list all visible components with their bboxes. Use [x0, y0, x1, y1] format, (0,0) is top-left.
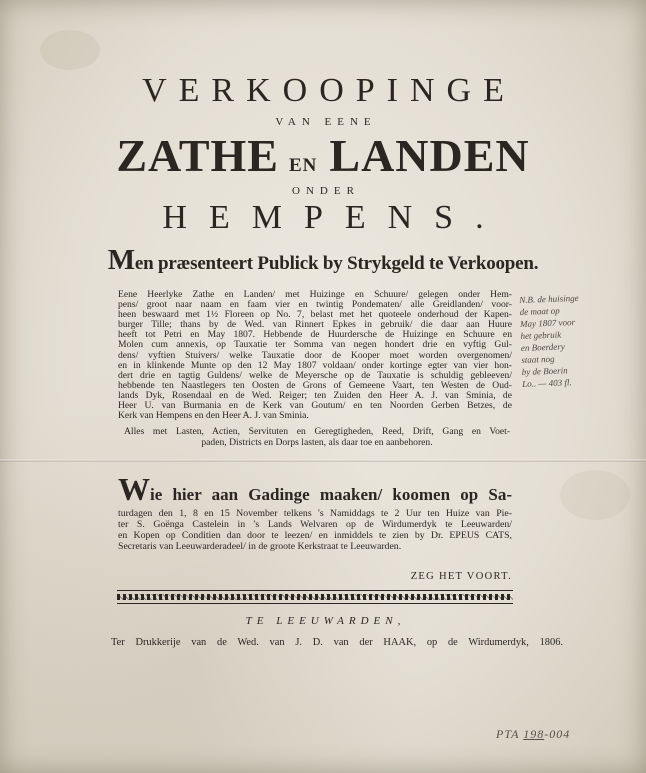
motto: ZEG HET VOORT.	[410, 571, 512, 582]
note-line: N.B. de huisinge	[519, 292, 579, 305]
ornament-band	[117, 594, 513, 600]
paper-stain	[40, 30, 100, 70]
subtitle-van-eene: VAN EENE	[275, 116, 377, 128]
body-line: Eene Heerlyke Zathe en Landen/ met Huizinge en Schuure/ gelegen onder Hem-	[118, 290, 512, 300]
announcement-text: en præsenteert Publick by Strykgeld te Verkoopen.	[134, 253, 539, 274]
property-description	[118, 290, 512, 421]
title-en: EN	[288, 155, 318, 176]
clause-line: paden, Districts en Dorps lasten, als daar toe en aanbehoren.	[201, 437, 433, 448]
note-line: en Boerdery	[520, 341, 565, 353]
auction-notice-heading	[118, 472, 512, 506]
body-line: Kerk van Hempens en den Heer A. J. van Sminia.	[118, 411, 309, 422]
title-zathe-en-landen	[0, 130, 646, 192]
body-line: Heer U. van Burmania en de Kerk van Goutum/ en ten Noorden Gerben Betzes, de	[118, 401, 512, 412]
paper-fold-line	[0, 459, 646, 462]
clause-line: Alles met Lasten, Actien, Servituten en Geregtigheden, Reed, Drift, Gang en Voet-	[124, 426, 510, 437]
note-line: staat nog	[521, 353, 555, 365]
body-line: heeft tot Petri en May 1807. Hebbende de Huurdersche de Huizinge en Schuure en	[118, 330, 512, 341]
body-line: dens/ vyftien Stuivers/ welke Tauxatie door de Kooper moet worden overgenomen/	[118, 350, 512, 361]
note-line: Lo.. — 403 fl.	[521, 377, 572, 389]
note-line: het gebruik	[520, 329, 562, 341]
body-line: dert drie en tagtig Guldens/ welke de Meyersche op de Tauxatie is schuldig gebleeven/	[118, 370, 512, 381]
auction-notice	[118, 509, 512, 553]
notice-initial: W	[118, 472, 150, 506]
notice-first-text: ie hier aan Gadinge maaken/ koomen op Sa-	[150, 485, 512, 504]
title-landen: LANDEN	[329, 130, 530, 181]
imprint-city: TE LEEUWARDEN,	[245, 615, 406, 627]
archive-suffix: -004	[544, 727, 571, 741]
body-line: Molen cum annexis, op Tauxatie ter Somma van negen hondert drie en vyftig Gul-	[118, 340, 512, 351]
body-line: en in klinkende Munte op den 12 May 1807 voldaan/ onder kortinge egter van vier hon-	[118, 360, 512, 371]
body-line: lands Dyk, Rosendaal en de Wed. Reiger; ten Zuiden den Heer A. J. van Sminia, de	[118, 390, 512, 401]
body-line: hebbende ten Naastlegers ten Oosten de Grons of Gemeene Vaart, ten Westen de Oud-	[118, 380, 512, 391]
notice-line: ter S. Goënga Castelein in 's Lands Welvaren op de Wirdumerdyk te Leeuwarden/	[118, 519, 512, 530]
note-line: May 1807 voor	[519, 317, 576, 329]
body-line: pens/ groot naar naam en faam vier en twintig Pondematen/ alle Greidlanden/ voor-	[118, 300, 512, 311]
note-line: by de Boerin	[521, 365, 568, 377]
announcement-heading	[0, 244, 646, 280]
title-verkoopinge: VERKOOPINGE	[142, 72, 516, 109]
archive-prefix: PTA	[496, 727, 520, 741]
body-line: burger Tille; thans by de Wed. van Rinnert Epkes in gebruik/ die daar aan Huure	[118, 320, 512, 331]
title-hempens: HEMPENS.	[162, 199, 506, 236]
ornamental-rule	[117, 590, 513, 604]
handwritten-margin-note	[519, 290, 646, 390]
announcement-initial: M	[107, 244, 135, 276]
notice-line: turdagen den 1, 8 en 15 November telkens 's Namiddags te 2 Uur ten Huize van Pie-	[118, 509, 512, 519]
note-line: de maat op	[519, 305, 560, 317]
notice-line: Secretaris van Leeuwarderadeel/ in de groote Kerkstraat te Leeuwarden.	[118, 541, 402, 552]
title-zathe: ZATHE	[116, 130, 279, 181]
paper-stain	[560, 470, 630, 520]
archive-reference	[496, 726, 626, 742]
encumbrance-clause	[124, 426, 510, 448]
body-line: heen beswaard met 1½ Floreen op No. 7, belast met het quoteele onderhoud der Kapen-	[118, 310, 512, 321]
imprint-printer: Ter Drukkerije van de Wed. van J. D. van der HAAK, op de Wirdumerdyk, 1806.	[111, 637, 563, 648]
subtitle-onder: ONDER	[292, 185, 360, 197]
notice-line: en Kopen op Conditien dan door te leezen/ en inmiddels te zien by Dr. EPEUS CATS,	[118, 530, 512, 541]
archive-number: 198	[523, 727, 545, 741]
